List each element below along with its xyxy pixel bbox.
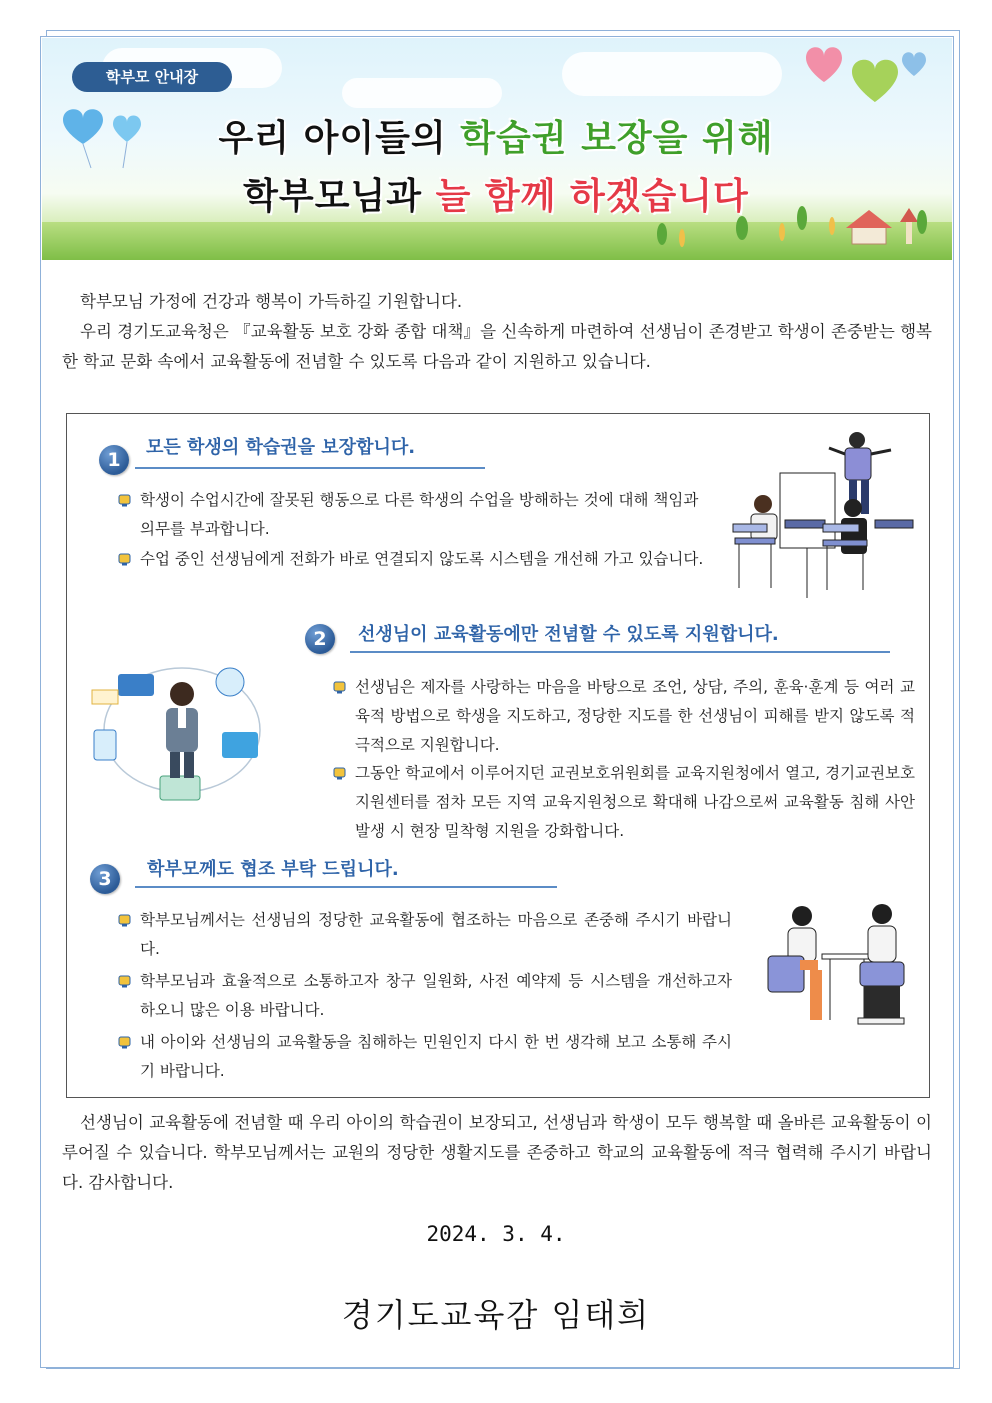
- section-1-number: 1: [99, 445, 129, 475]
- section-2-underline: [350, 651, 890, 653]
- bulb-icon: [333, 767, 346, 780]
- section-2-title: 선생님이 교육활동에만 전념할 수 있도록 지원합니다.: [358, 624, 779, 645]
- section-3-number: 3: [90, 864, 120, 894]
- signature: 경기도교육감 임태희: [341, 1296, 651, 1334]
- section-1-title: 모든 학생의 학습권을 보장합니다.: [146, 437, 416, 458]
- issue-date: 2024. 3. 4.: [426, 1222, 566, 1246]
- bulb-icon: [118, 1036, 131, 1049]
- banner-title-line2-part2: 늘 함께 하겠습니다: [435, 176, 749, 217]
- banner-title-line1-part1: 우리 아이들의: [218, 118, 461, 159]
- section-2-number: 2: [305, 624, 335, 654]
- teacher-network-illustration: [82, 650, 292, 810]
- heart-balloon-icon-right: [800, 40, 930, 120]
- banner-title-line1: [0, 110, 992, 161]
- closing-paragraph: 선생님이 교육활동에 전념할 때 우리 아이의 학습권이 보장되고, 선생님과 학생이 모두 행복할 때 올바른 교육활동이 이루어질 수 있습니다. 학부모님께서는 교원의 정당한 생활지도를 존중하고 학교의 교육활동에 적극 협력해 주시기 바랍니다. 감사합니다.: [62, 1113, 932, 1192]
- section-1-bullet-2: 수업 중인 선생님에게 전화가 바로 연결되지 않도록 시스템을 개선해 가고 있습니다.: [118, 545, 708, 574]
- intro-paragraph: [62, 287, 932, 377]
- section-1-underline: [135, 467, 485, 469]
- classroom-illustration: [725, 428, 915, 608]
- section-3-bullet-2: 학부모님과 효율적으로 소통하고자 창구 일원화, 사전 예약제 등 시스템을 개선하고자 하오니 많은 이용 바랍니다.: [118, 967, 732, 1025]
- section-2-bullet-1: 선생님은 제자를 사랑하는 마음을 바탕으로 조언, 상담, 주의, 훈육·훈계 등 여러 교육적 방법으로 학생을 지도하고, 정당한 지도를 한 선생님이 피해를 받지 않도록 적극적으로 지원합니다.: [333, 673, 915, 760]
- bulb-icon: [333, 681, 346, 694]
- banner-title-line1-part2: 학습권 보장을 위해: [460, 118, 774, 159]
- section-1-bullet-1: 학생이 수업시간에 잘못된 행동으로 다른 학생의 수업을 방해하는 것에 대해 책임과 의무를 부과합니다.: [118, 486, 708, 544]
- bulb-icon: [118, 553, 131, 566]
- bulb-icon: [118, 914, 131, 927]
- section-2-bullet-2: 그동안 학교에서 이루어지던 교권보호위원회를 교육지원청에서 열고, 경기교권보호지원센터를 점차 모든 지역 교육지원청으로 확대해 나감으로써 교육활동 침해 사안 발생 시 현장 밀착형 지원을 강화합니다.: [333, 759, 915, 846]
- notice-tag: 학부모 안내장: [72, 62, 232, 92]
- section-3-title: 학부모께도 협조 부탁 드립니다.: [147, 859, 399, 880]
- section-3-underline: [135, 886, 557, 888]
- section-3-bullet-3: 내 아이와 선생님의 교육활동을 침해하는 민원인지 다시 한 번 생각해 보고 소통해 주시기 바랍니다.: [118, 1028, 732, 1086]
- intro-body: 우리 경기도교육청은 『교육활동 보호 강화 종합 대책』을 신속하게 마련하여 선생님이 존경받고 학생이 존중받는 행복한 학교 문화 속에서 교육활동에 전념할 수 있도록 다음과 같이 지원하고 있습니다.: [62, 322, 932, 371]
- banner-title-line2-part1: 학부모님과: [243, 176, 436, 217]
- section-3-bullet-1: 학부모님께서는 선생님의 정당한 교육활동에 협조하는 마음으로 존중해 주시기 바랍니다.: [118, 906, 732, 964]
- banner-title-line2: [0, 168, 992, 219]
- bulb-icon: [118, 975, 131, 988]
- intro-greeting: 학부모님 가정에 건강과 행복이 가득하길 기원합니다.: [80, 292, 463, 311]
- conversation-illustration: [760, 900, 920, 1030]
- bulb-icon: [118, 494, 131, 507]
